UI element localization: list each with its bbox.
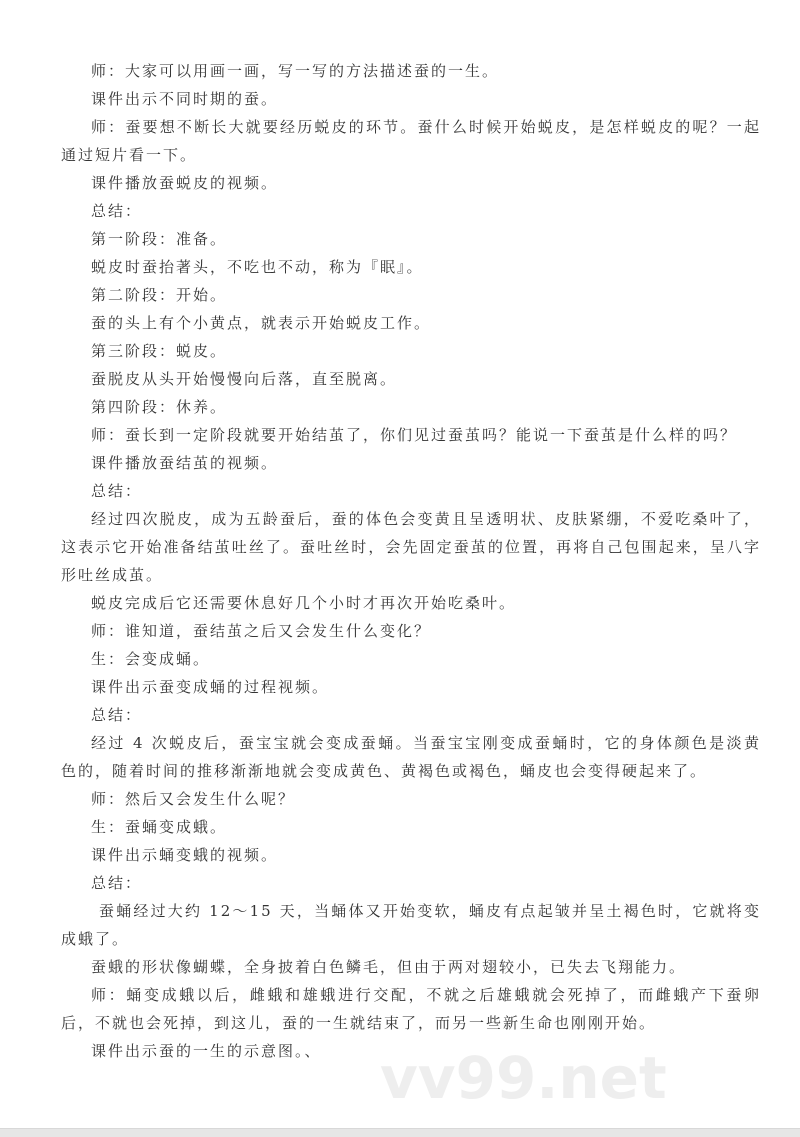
page-bottom-edge — [0, 1128, 800, 1137]
watermark: vv99.net — [380, 1044, 667, 1112]
paragraph: 课件出示蚕的一生的示意图。、 — [91, 1042, 322, 1060]
paragraph: 蚕脱皮从头开始慢慢向后落，直至脱离。 — [91, 370, 398, 388]
paragraph: 师：谁知道，蚕结茧之后又会发生什么变化？ — [91, 622, 432, 640]
paragraph: 课件出示不同时期的蚕。 — [91, 90, 279, 108]
paragraph: 生：会变成蛹。 — [91, 650, 211, 668]
paragraph: 课件播放蚕蜕皮的视频。 — [91, 174, 279, 192]
paragraph: 师：蚕长到一定阶段就要开始结茧了，你们见过蚕茧吗？能说一下蚕茧是什么样的吗？ — [91, 426, 738, 444]
paragraph: 总结： — [91, 874, 143, 892]
paragraph: 第三阶段：蜕皮。 — [91, 342, 228, 360]
paragraph: 蚕蛹经过大约 12～15 天，当蛹体又开始变软，蛹皮有点起皱并呈土褐色时，它就将变成蛾了。 — [61, 902, 761, 948]
paragraph: 总结： — [91, 202, 143, 220]
paragraph: 师：蚕要想不断长大就要经历蜕皮的环节。蚕什么时候开始蜕皮，是怎样蜕皮的呢？一起通过短片看一下。 — [61, 118, 761, 164]
paragraph: 课件出示蛹变蛾的视频。 — [91, 846, 279, 864]
paragraph: 师：蛹变成蛾以后，雌蛾和雄蛾进行交配，不就之后雄蛾就会死掉了，而雌蛾产下蚕卵后，不就也会死掉，到这儿，蚕的一生就结束了，而另一些新生命也刚刚开始。 — [61, 986, 761, 1032]
paragraph: 总结： — [91, 482, 143, 500]
paragraph: 蜕皮完成后它还需要休息好几个小时才再次开始吃桑叶。 — [91, 594, 517, 612]
paragraph: 总结： — [91, 706, 143, 724]
paragraph: 第四阶段：休养。 — [91, 398, 228, 416]
paragraph: 生：蚕蛹变成蛾。 — [91, 818, 228, 836]
paragraph: 经过四次脱皮，成为五龄蚕后，蚕的体色会变黄且呈透明状、皮肤紧绷，不爱吃桑叶了，这表示它开始准备结茧吐丝了。蚕吐丝时，会先固定蚕茧的位置，再将自己包围起来，呈八字形吐丝成茧。 — [61, 510, 761, 584]
paragraph: 第二阶段：开始。 — [91, 286, 228, 304]
paragraph: 蚕蛾的形状像蝴蝶，全身披着白色鳞毛，但由于两对翅较小，已失去飞翔能力。 — [91, 958, 687, 976]
paragraph: 课件播放蚕结茧的视频。 — [91, 454, 279, 472]
paragraph: 师：然后又会发生什么呢？ — [91, 790, 296, 808]
document-body — [61, 57, 761, 1065]
paragraph: 蚕的头上有个小黄点，就表示开始蜕皮工作。 — [91, 314, 432, 332]
paragraph: 第一阶段：准备。 — [91, 230, 228, 248]
paragraph: 蜕皮时蚕抬著头，不吃也不动，称为『眠』。 — [91, 258, 424, 276]
paragraph: 师：大家可以用画一画，写一写的方法描述蚕的一生。 — [91, 62, 500, 80]
paragraph: 经过 4 次蜕皮后，蚕宝宝就会变成蚕蛹。当蚕宝宝刚变成蚕蛹时，它的身体颜色是淡黄色的，随着时间的推移渐渐地就会变成黄色、黄褐色或褐色，蛹皮也会变得硬起来了。 — [61, 734, 761, 780]
paragraph: 课件出示蚕变成蛹的过程视频。 — [91, 678, 330, 696]
